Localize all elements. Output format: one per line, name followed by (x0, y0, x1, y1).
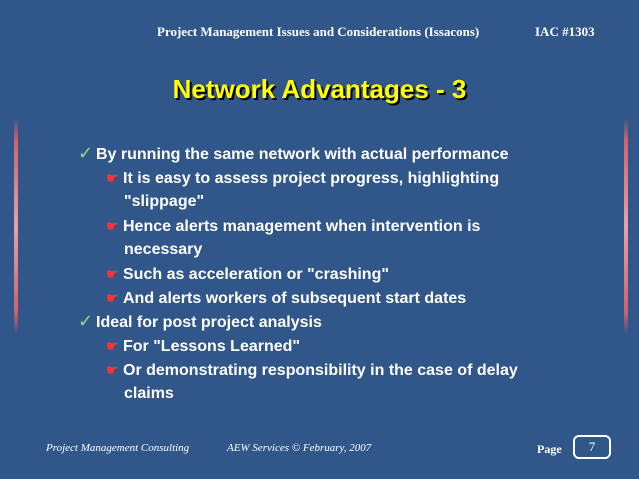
pointing-hand-icon: ☛ (106, 169, 120, 187)
pointing-hand-icon: ☛ (106, 289, 120, 307)
sub-bullet-1-2-continuation (124, 238, 202, 262)
pointing-hand-icon: ☛ (106, 337, 120, 355)
bullet-1-text: By running the same network with actual performance (96, 146, 509, 163)
sub-bullet-1-1 (106, 166, 499, 191)
pointing-hand-icon: ☛ (106, 361, 120, 379)
sub-bullet-2-1-line-1: For "Lessons Learned" (123, 338, 300, 355)
sub-bullet-1-1-line-2: "slippage" (124, 193, 205, 210)
slide-title: Network Advantages - 3 (172, 74, 467, 104)
right-decorative-bar (624, 118, 628, 334)
bullet-1 (78, 142, 509, 167)
page-number-box: 7 (573, 435, 611, 459)
sub-bullet-1-2-line-1: Hence alerts management when intervention is (123, 218, 481, 235)
slide-header (0, 24, 639, 42)
sub-bullet-2-2-line-1: Or demonstrating responsibility in the case of delay (123, 362, 518, 379)
sub-bullet-1-3-line-1: Such as acceleration or "crashing" (123, 266, 389, 283)
pointing-hand-icon: ☛ (106, 217, 120, 235)
sub-bullet-1-2-line-2: necessary (124, 241, 203, 258)
footer-copyright: AEW Services © February, 2007 (227, 442, 372, 454)
sub-bullet-2-2-line-2: claims (124, 385, 174, 402)
page-label: Page (537, 442, 562, 456)
check-icon: ✓ (78, 311, 94, 332)
course-code: IAC #1303 (535, 24, 595, 39)
sub-bullet-1-1-continuation (124, 190, 204, 214)
sub-bullet-2-2 (106, 358, 518, 383)
sub-bullet-1-4 (106, 286, 466, 311)
sub-bullet-2-2-continuation (124, 382, 174, 406)
sub-bullet-1-1-line-1: It is easy to assess project progress, highlighting (123, 170, 500, 187)
sub-bullet-1-3 (106, 262, 389, 287)
bullet-2-text: Ideal for post project analysis (96, 314, 322, 331)
sub-bullet-2-1 (106, 334, 300, 359)
course-title: Project Management Issues and Considerations (Issacons) (157, 24, 480, 39)
left-decorative-bar (14, 118, 18, 334)
check-icon: ✓ (78, 143, 94, 164)
bullet-2 (78, 310, 322, 335)
sub-bullet-1-4-line-1: And alerts workers of subsequent start dates (123, 290, 467, 307)
footer-company: Project Management Consulting (46, 442, 190, 454)
sub-bullet-1-2 (106, 214, 480, 239)
pointing-hand-icon: ☛ (106, 265, 120, 283)
slide-footer (0, 442, 639, 460)
